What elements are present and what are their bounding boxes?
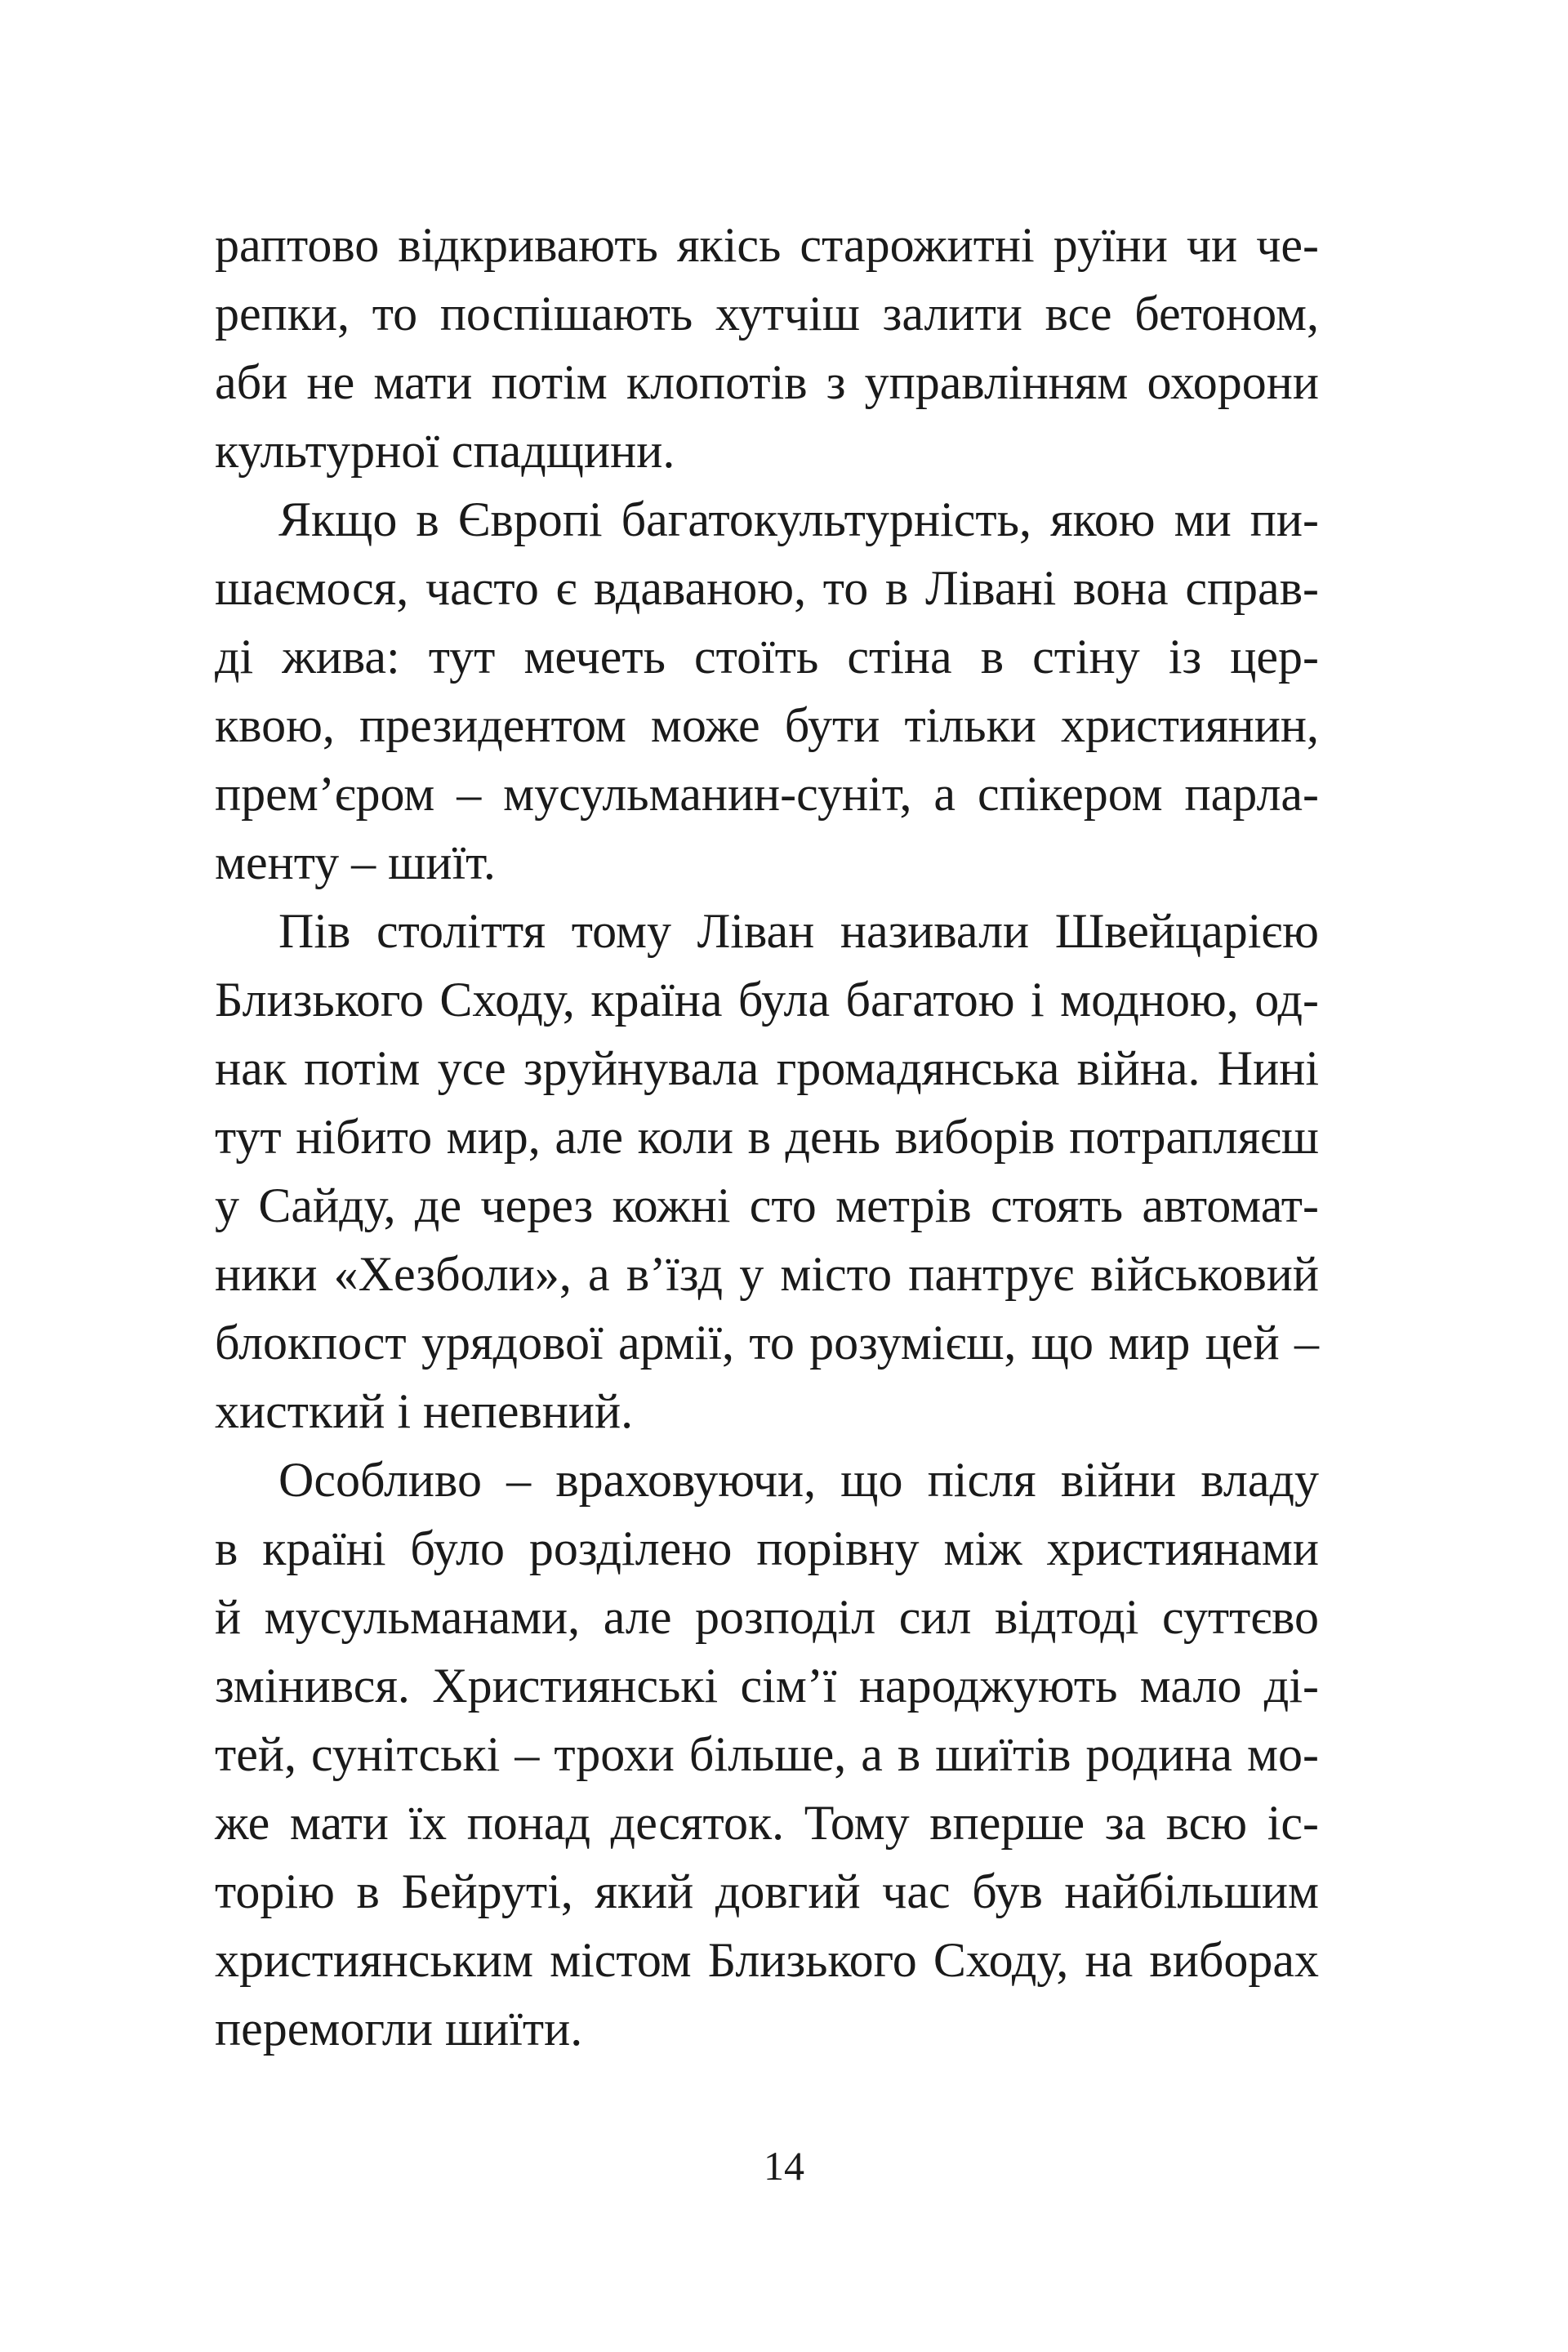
text-line: шаємося, часто є вдаваною, то в Лівані вона справ-	[215, 561, 1319, 615]
paragraph	[215, 897, 1319, 1446]
text-line: й мусульманами, але розподіл сил відтоді суттєво	[215, 1590, 1319, 1644]
text-line: Пів століття тому Ліван називали Швейцарією	[278, 904, 1319, 958]
text-line: же мати їх понад десяток. Тому вперше за всю іс-	[215, 1796, 1319, 1850]
paragraph	[215, 211, 1319, 485]
text-line: репки, то поспішають хутчіш залити все бетоном,	[215, 287, 1319, 341]
text-line: тей, сунітські – трохи більше, а в шиїтів родина мо-	[215, 1727, 1319, 1781]
text-line: хисткий і непевний.	[215, 1384, 634, 1438]
text-line: блокпост урядової армії, то розумієш, що мир цей –	[215, 1316, 1319, 1370]
text-line: Особливо – враховуючи, що після війни владу	[278, 1453, 1319, 1507]
paragraph	[215, 1446, 1319, 2063]
text-line: квою, президентом може бути тільки християнин,	[215, 698, 1319, 752]
text-line: аби не мати потім клопотів з управлінням охорони	[215, 355, 1319, 409]
text-line: Близького Сходу, країна була багатою і модною, од-	[215, 973, 1319, 1027]
text-line: в країні було розділено порівну між християнами	[215, 1521, 1319, 1575]
text-line: нак потім усе зруйнувала громадянська війна. Нині	[215, 1041, 1319, 1095]
text-line: змінився. Християнські сім’ї народжують мало ді-	[215, 1659, 1319, 1713]
text-line: раптово відкривають якісь старожитні руїни чи че-	[215, 218, 1319, 272]
page-number: 14	[764, 2143, 804, 2189]
text-line: християнським містом Близького Сходу, на виборах	[215, 1933, 1319, 1987]
text-line: ники «Хезболи», а в’їзд у місто пантрує військовий	[215, 1247, 1319, 1301]
body-text	[215, 211, 1319, 2063]
text-line: менту – шиїт.	[215, 835, 496, 889]
text-line: торію в Бейруті, який довгий час був найбільшим	[215, 1864, 1319, 1918]
text-line: ді жива: тут мечеть стоїть стіна в стіну із цер-	[215, 630, 1319, 684]
text-line: у Сайду, де через кожні сто метрів стоять автомат-	[215, 1178, 1319, 1232]
text-line: тут нібито мир, але коли в день виборів потрапляєш	[215, 1110, 1319, 1164]
paragraph	[215, 485, 1319, 897]
text-line: Якщо в Європі багатокультурність, якою ми пи-	[278, 492, 1319, 546]
text-line: культурної спадщини.	[215, 424, 675, 478]
text-line: прем’єром – мусульманин-суніт, а спікером парла-	[215, 767, 1319, 821]
text-line: перемогли шиїти.	[215, 2002, 583, 2056]
